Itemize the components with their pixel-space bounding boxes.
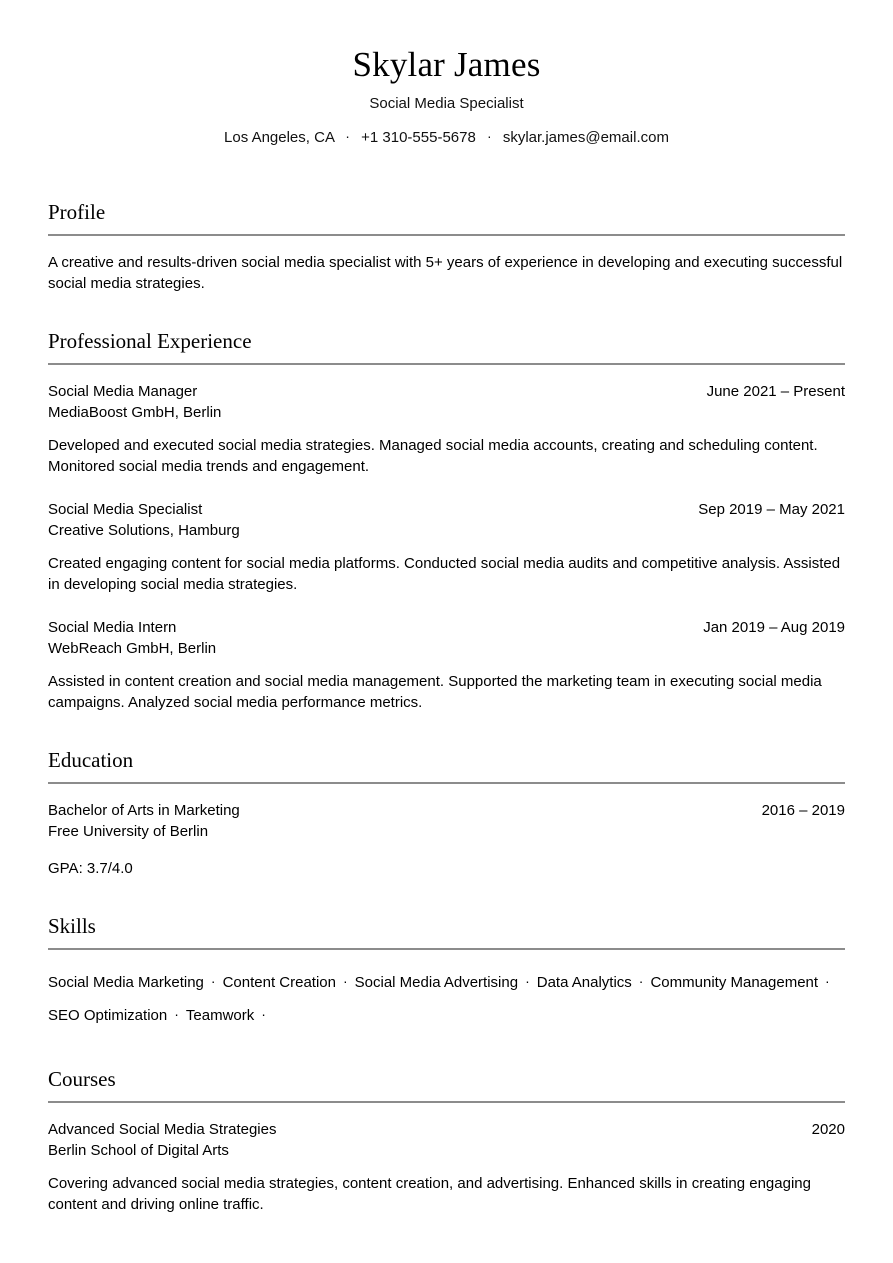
candidate-name: Skylar James <box>352 45 541 84</box>
skill-item: Content Creation <box>222 974 336 991</box>
course-organization: Berlin School of Digital Arts <box>48 1142 229 1159</box>
education-gpa: GPA: 3.7/4.0 <box>48 860 133 877</box>
contact-location: Los Angeles, CA <box>224 129 335 146</box>
course-entry <box>48 1119 845 1215</box>
experience-entry <box>48 617 845 713</box>
resume-header <box>48 0 845 149</box>
experience-organization: Creative Solutions, Hamburg <box>48 522 240 539</box>
education-degree: Bachelor of Arts in Marketing <box>48 802 240 819</box>
experience-entry-head <box>48 617 845 638</box>
skill-item: Data Analytics <box>536 974 632 991</box>
section-skills <box>48 913 845 1032</box>
section-title-courses: Courses <box>48 1067 116 1091</box>
profile-summary-text: A creative and results-driven social media specialist with 5+ years of experience in developing and executing successful social media strategies. <box>48 254 843 292</box>
section-experience <box>48 328 845 713</box>
section-profile <box>48 199 845 294</box>
experience-description: Created engaging content for social media platforms. Conducted social media audits and competitive analysis. Assisted in developing social media strategies. <box>48 555 841 593</box>
section-title-experience: Professional Experience <box>48 329 252 353</box>
experience-description: Assisted in content creation and social media management. Supported the marketing team in executing social media campaigns. Analyzed social media performance metrics. <box>48 673 822 711</box>
experience-role: Social Media Specialist <box>48 501 203 518</box>
section-education <box>48 747 845 879</box>
education-date: 2016 – 2019 <box>761 802 845 819</box>
contact-email: skylar.james@email.com <box>502 129 669 146</box>
skill-separator-icon: · <box>825 973 830 989</box>
skill-separator-icon: · <box>342 973 348 989</box>
skill-separator-icon: · <box>174 1006 179 1022</box>
section-divider <box>48 363 845 365</box>
section-divider <box>48 1101 845 1103</box>
contact-separator-icon: · <box>487 128 492 144</box>
section-divider <box>48 782 845 784</box>
experience-entry <box>48 381 845 477</box>
experience-date: Sep 2019 – May 2021 <box>698 501 845 518</box>
skill-separator-icon: · <box>525 973 530 989</box>
skill-separator-icon: · <box>638 973 644 989</box>
course-description: Covering advanced social media strategies, content creation, and advertising. Enhanced skills in creating engaging content and driving online traffic. <box>48 1175 811 1213</box>
skill-separator-icon: · <box>261 1006 266 1022</box>
experience-entry-head <box>48 499 845 520</box>
section-title-education: Education <box>48 748 134 772</box>
skill-item: Social Media Advertising <box>354 974 519 991</box>
experience-organization: MediaBoost GmbH, Berlin <box>48 404 222 421</box>
course-entry-head <box>48 1119 845 1140</box>
section-title-skills: Skills <box>48 914 96 938</box>
skills-list <box>48 966 845 1032</box>
experience-role: Social Media Manager <box>48 383 198 400</box>
experience-description: Developed and executed social media strategies. Managed social media accounts, creating and scheduling content. Monitored social media trends and engagement. <box>48 437 818 475</box>
experience-date: June 2021 – Present <box>706 383 845 400</box>
section-divider <box>48 234 845 236</box>
skill-item: Teamwork <box>185 1007 255 1024</box>
course-date: 2020 <box>811 1121 845 1138</box>
skill-item: SEO Optimization <box>48 1007 168 1024</box>
contact-phone: +1 310-555-5678 <box>361 129 476 146</box>
course-name: Advanced Social Media Strategies <box>48 1121 277 1138</box>
experience-organization: WebReach GmbH, Berlin <box>48 640 217 657</box>
education-entry <box>48 800 845 879</box>
contact-line <box>48 126 845 149</box>
experience-entry-head <box>48 381 845 402</box>
education-entry-head <box>48 800 845 821</box>
section-title-profile: Profile <box>48 200 106 224</box>
section-courses <box>48 1066 845 1215</box>
experience-date: Jan 2019 – Aug 2019 <box>703 619 845 636</box>
skill-separator-icon: · <box>210 973 216 989</box>
candidate-job-title: Social Media Specialist <box>369 95 524 112</box>
contact-separator-icon: · <box>345 128 350 144</box>
skill-item: Community Management <box>650 974 819 991</box>
section-divider <box>48 948 845 950</box>
skill-item: Social Media Marketing <box>48 974 204 991</box>
experience-entry <box>48 499 845 595</box>
education-organization: Free University of Berlin <box>48 823 209 840</box>
experience-role: Social Media Intern <box>48 619 177 636</box>
